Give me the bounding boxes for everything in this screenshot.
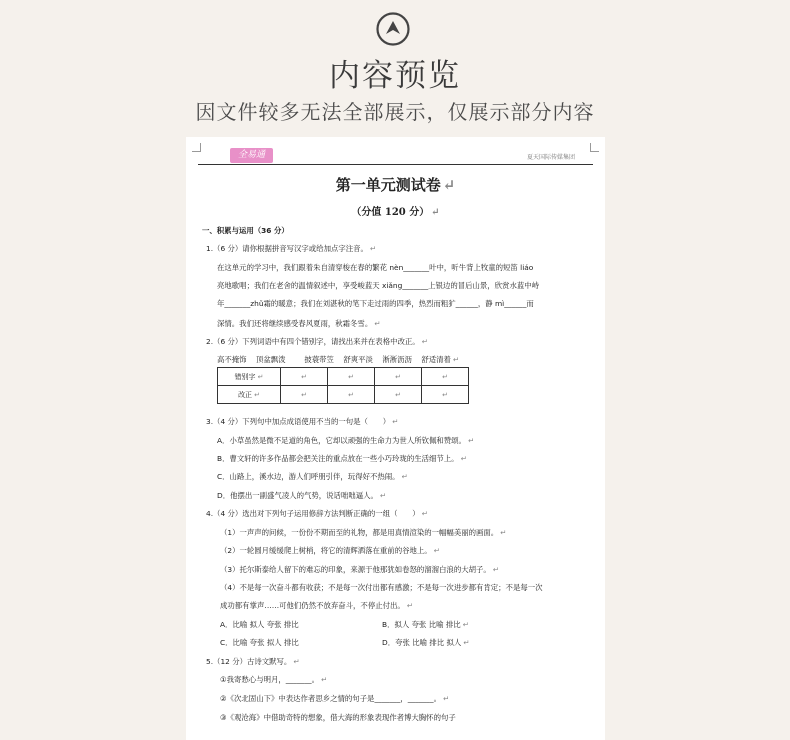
page-title: 内容预览 [329, 58, 461, 94]
publisher-label: 夏天国际传媒集团 [526, 154, 575, 161]
question-stem: 5.（12 分）古诗文默写。 ↵ [206, 657, 300, 666]
question-item: ①我寄愁心与明月，_______。 ↵ [220, 675, 328, 684]
option-text: D．他摆出一副盛气凌人的气势，说话咄咄逼人。 ↵ [217, 491, 387, 500]
table-cell: ↵ [375, 386, 422, 404]
crop-mark [192, 143, 201, 152]
question-item: （1）一声声的问候，一份份不期而至的礼物，都是用真情渲染的一幅幅美丽的画面。 ↵ [220, 528, 507, 537]
question-text: 在这单元的学习中，我们跟着朱自清穿梭在春的繁花 nèn_______叶中，听牛背上牧童的短笛 liáo [217, 263, 534, 272]
question-stem: 3.（4 分）下列句中加点成语使用不当的一句是（ ） ↵ [206, 417, 399, 426]
option-text: A．小草虽然是微不足道的角色，它却以顽强的生命力为世人所钦佩和赞颂。 ↵ [217, 436, 475, 445]
question-stem: 1.（6 分）请你根据拼音写汉字或给加点字注音。 ↵ [206, 244, 377, 253]
table-row-header: 错别字 ↵ [218, 368, 281, 386]
chevron-up-circle-icon [376, 12, 410, 46]
question-item: （3）托尔斯泰给人留下的难忘的印象，来源于他那犹如卷怒的溜溜白浪的大胡子。 ↵ [220, 565, 499, 574]
option-text: D．夸张 比喻 排比 拟人 ↵ [382, 638, 470, 647]
table-row-header: 改正 ↵ [218, 386, 281, 404]
table-cell: ↵ [422, 386, 469, 404]
table-cell: ↵ [281, 386, 328, 404]
table-cell: ↵ [328, 386, 375, 404]
option-text: C．比喻 夸张 拟人 排比 [220, 638, 299, 647]
question-item: 成功都有掌声……可他们仍然不放弃奋斗，不停止付出。 ↵ [220, 601, 413, 610]
option-text: A．比喻 拟人 夸张 排比 [220, 620, 299, 629]
crop-mark [590, 143, 599, 152]
question-item: ②《次北固山下》中表达作者思乡之情的句子是_______，_______。 ↵ [220, 694, 450, 703]
exam-title: 第一单元测试卷 ↵ [335, 176, 456, 194]
question-text: 亮地歌唱；我们在老舍的温情叙述中，享受峻蓝天 xiǎng_______上银边的冒后山景，欣赏水蓝中峙 [217, 281, 540, 290]
section-heading: 一、积累与运用（36 分） [202, 226, 289, 235]
question-text: 深情。我们还将继续感受春风夏雨，秋霜冬雪。 ↵ [217, 319, 381, 328]
page-subtitle: 因文件较多无法全部展示，仅展示部分内容 [195, 100, 595, 124]
brand-logo: 全易通 [230, 148, 273, 163]
question-text: 年_______zhǔ霜的暖意；我们在刘湛秋的笔下走过雨的四季，热烈而粗犷______，静 mì______而 [217, 299, 534, 308]
question-item: （2）一轮圆月缓缓爬上树梢，将它的清辉洒落在重前的谷地上。 ↵ [220, 546, 440, 555]
table-cell: ↵ [422, 368, 469, 386]
header-rule [198, 164, 593, 165]
option-text: B．拟人 夸张 比喻 排比 ↵ [382, 620, 469, 629]
exam-score: （分值 120 分） ↵ [351, 207, 440, 218]
preview-header-icon[interactable] [376, 12, 410, 46]
table-cell: ↵ [328, 368, 375, 386]
table-cell: ↵ [375, 368, 422, 386]
option-text: B．曹文轩的许多作品都会把关注的重点放在一些小巧玲珑的生活细节上。 ↵ [217, 454, 467, 463]
question-stem: 2.（6 分）下列词语中有四个错别字，请找出来并在表格中改正。 ↵ [206, 337, 428, 346]
question-item: ③《观沧海》中借助奇特的想象，借大海的形象表现作者博大胸怀的句子 [220, 713, 456, 722]
table-row [218, 386, 469, 404]
table-row [218, 368, 469, 386]
table-cell: ↵ [281, 368, 328, 386]
document-preview [186, 137, 605, 740]
question-item: （4）不是每一次奋斗都有收获；不是每一次付出都有感激；不是每一次进步都有肯定；不是每一次 [220, 583, 543, 592]
correction-table [217, 367, 469, 404]
word-list: 高不掩饰 顶盆飘泼 披蓑带笠 舒爽平淡 淅淅沥沥 舒适清着 ↵ [217, 355, 460, 364]
question-stem: 4.（4 分）选出对下列句子运用修辞方法判断正确的一组（ ） ↵ [206, 509, 428, 518]
option-text: C．山路上，溪水边，游人们呼朋引伴，玩得好不热闹。 ↵ [217, 472, 408, 481]
